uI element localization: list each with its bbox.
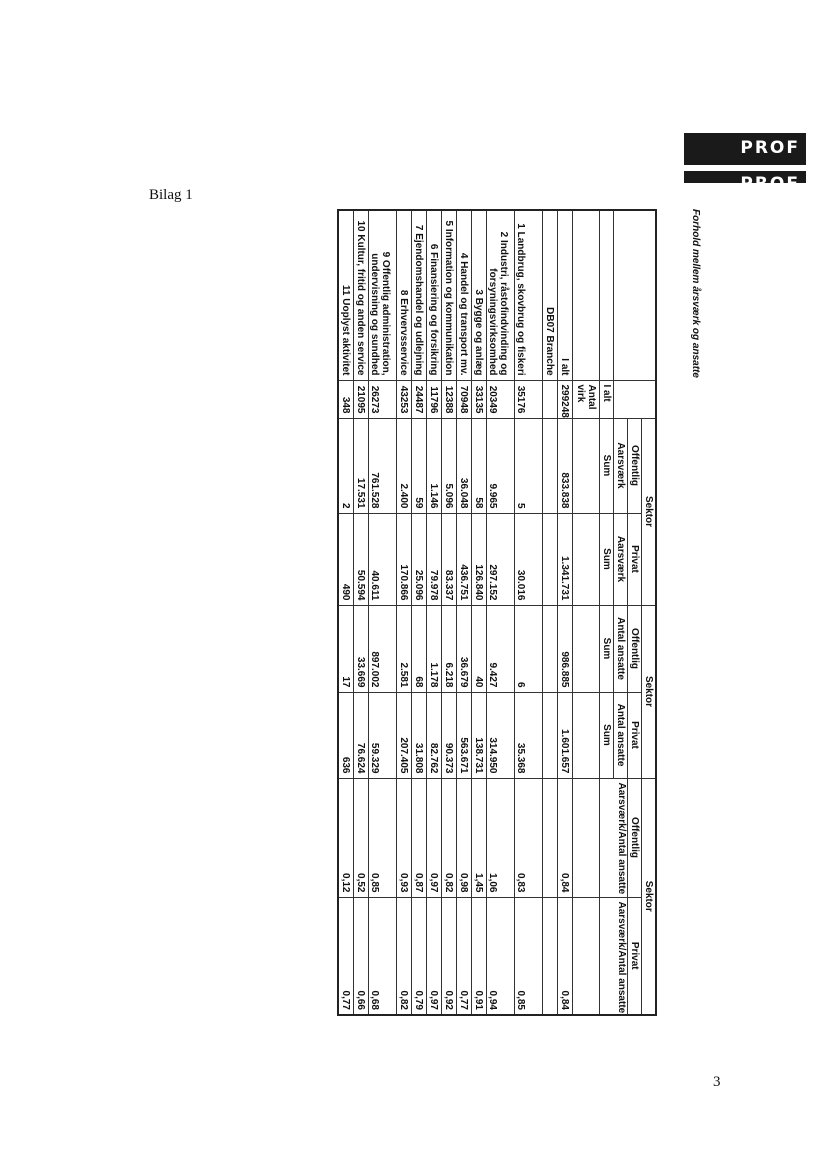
priv-ratio: 0,85 [515,897,543,1015]
header-blank-8 [573,897,600,1015]
off-ansatte: 17 [338,605,354,692]
table-row [397,210,412,1015]
prof-logo [684,133,806,194]
header-offentlig-3: Offentlig [628,778,642,897]
header-i-alt: I alt [600,380,614,418]
row-label: 11 Uoplyst aktivitet [338,210,354,380]
priv-ratio: 0,66 [354,897,369,1015]
priv-aarsvaerk: 40.611 [369,513,397,605]
table-row [442,210,457,1015]
header-blank-6 [573,692,600,778]
header-privat-3: Privat [628,897,642,1015]
priv-ratio: 0,94 [487,897,515,1015]
priv-ansatte: 314.950 [487,692,515,778]
page-number: 3 [713,1074,721,1090]
antal-virk: 20349 [487,380,515,418]
priv-ansatte: 207.405 [397,692,412,778]
header-offentlig-2: Offentlig [628,605,642,692]
priv-ratio: 0,68 [369,897,397,1015]
priv-aarsvaerk: 297.152 [487,513,515,605]
header-privat-1: Privat [628,513,642,605]
off-ansatte: 6.218 [442,605,457,692]
priv-aarsvaerk: 170.866 [397,513,412,605]
row-label: 5 Information og kommunikation [442,210,457,380]
off-ansatte: 986.885 [558,605,573,692]
priv-ansatte: 563.671 [457,692,472,778]
table-row [412,210,427,1015]
priv-aarsvaerk: 436.751 [457,513,472,605]
off-aarsvaerk: 2 [338,418,354,513]
off-aarsvaerk: 5 [515,418,543,513]
row-label: I alt [558,210,573,380]
off-ratio: 0,98 [457,778,472,897]
priv-ansatte: 138.731 [472,692,487,778]
antal-virk: 12388 [442,380,457,418]
off-ratio: 0,84 [558,778,573,897]
off-ansatte [543,605,558,692]
priv-aarsvaerk: 79.978 [427,513,442,605]
off-ratio: 0,12 [338,778,354,897]
priv-aarsvaerk: 490 [338,513,354,605]
off-ratio [543,778,558,897]
antal-virk: 70948 [457,380,472,418]
priv-ansatte: 31.808 [412,692,427,778]
off-aarsvaerk: 17.531 [354,418,369,513]
row-label: 2 Industri, råstofindvinding og forsyningsvirksomhed [487,210,515,380]
logo-text-bottom: PROF [740,174,800,194]
header-aarsvaerk-priv: Aarsværk [614,513,628,605]
off-ratio: 0,83 [515,778,543,897]
priv-ratio: 0,77 [338,897,354,1015]
header-blank-5 [573,605,600,692]
header-antal-virk: Antal virk [573,380,600,418]
row-label: 6 Finansiering og forsikring [427,210,442,380]
off-ansatte: 68 [412,605,427,692]
header-offentlig-1: Offentlig [628,418,642,513]
logo-text-top: PROF [740,138,800,158]
priv-ansatte: 90.373 [442,692,457,778]
header-ratio-priv: Aarsværk/Antal ansatte [600,897,628,1015]
header-sektor-2: Sektor [642,605,657,778]
off-aarsvaerk: 9.965 [487,418,515,513]
header-sektor-1: Sektor [642,418,657,605]
off-ansatte: 36.679 [457,605,472,692]
priv-aarsvaerk: 126.840 [472,513,487,605]
row-label: 9 Offentlig administration, undervisning og sundhed [369,210,397,380]
off-ansatte: 897.002 [369,605,397,692]
header-blank-label [600,210,614,380]
off-ansatte: 40 [472,605,487,692]
off-ratio: 0,52 [354,778,369,897]
priv-aarsvaerk: 25.096 [412,513,427,605]
header-ansatte-off: Antal ansatte [614,605,628,692]
appendix-label: Bilag 1 [149,187,193,203]
priv-ansatte: 636 [338,692,354,778]
table-row [472,210,487,1015]
row-label: 7 Ejendomshandel og udlejning [412,210,427,380]
off-aarsvaerk: 761.528 [369,418,397,513]
antal-virk: 299248 [558,380,573,418]
priv-ansatte: 76.624 [354,692,369,778]
off-ansatte: 6 [515,605,543,692]
priv-ansatte: 1.601.657 [558,692,573,778]
row-label: 10 Kultur, fritid og anden service [354,210,369,380]
priv-aarsvaerk: 83.337 [442,513,457,605]
table-row [515,210,543,1015]
table-row [558,210,573,1015]
priv-aarsvaerk: 1.341.731 [558,513,573,605]
header-sum-3: Sum [600,605,614,692]
priv-aarsvaerk [543,513,558,605]
antal-virk: 24487 [412,380,427,418]
row-label: 3 Bygge og anlæg [472,210,487,380]
off-ansatte: 9.427 [487,605,515,692]
off-aarsvaerk: 36.048 [457,418,472,513]
header-blank-4 [573,513,600,605]
antal-virk: 35176 [515,380,543,418]
header-sum-1: Sum [600,418,614,513]
off-ratio: 0,87 [412,778,427,897]
header-privat-2: Privat [628,692,642,778]
priv-ansatte: 59.329 [369,692,397,778]
header-aarsvaerk-off: Aarsværk [614,418,628,513]
off-aarsvaerk: 833.838 [558,418,573,513]
off-aarsvaerk: 58 [472,418,487,513]
antal-virk: 43253 [397,380,412,418]
priv-ratio: 0,91 [472,897,487,1015]
antal-virk: 33135 [472,380,487,418]
off-ansatte: 1.178 [427,605,442,692]
header-i-alt-top [614,380,657,418]
header-blank-7 [573,778,600,897]
antal-virk: 11796 [427,380,442,418]
header-sektor-3: Sektor [642,778,657,1015]
rotated-table-block [257,209,701,1014]
header-sum-4: Sum [600,692,614,778]
priv-ratio [543,897,558,1015]
table-row [543,210,558,1015]
off-ratio: 0,93 [397,778,412,897]
table-row [487,210,515,1015]
header-ratio-off: Aarsværk/Antal ansatte [600,778,628,897]
off-ratio: 1,45 [472,778,487,897]
off-ansatte: 33.669 [354,605,369,692]
off-ratio: 0,97 [427,778,442,897]
priv-ratio: 0,97 [427,897,442,1015]
off-aarsvaerk: 1.146 [427,418,442,513]
priv-aarsvaerk: 30.016 [515,513,543,605]
off-ratio: 1,06 [487,778,515,897]
row-label: 4 Handel og transport mv. [457,210,472,380]
antal-virk: 348 [338,380,354,418]
antal-virk: 26273 [369,380,397,418]
priv-ratio: 0,84 [558,897,573,1015]
data-table [337,209,657,1016]
header-sum-2: Sum [600,513,614,605]
priv-ansatte: 35.368 [515,692,543,778]
off-aarsvaerk [543,418,558,513]
table-row [354,210,369,1015]
row-label: 8 Erhvervsservice [397,210,412,380]
off-ratio: 0,82 [442,778,457,897]
table-caption: Forhold mellem årsværk og ansatte [690,209,701,378]
row-label: DB07 Branche [543,210,558,380]
priv-ratio: 0,77 [457,897,472,1015]
priv-ratio: 0,92 [442,897,457,1015]
priv-ansatte [543,692,558,778]
table-row [457,210,472,1015]
header-blank-3 [573,418,600,513]
priv-ansatte: 82.762 [427,692,442,778]
off-ansatte: 2.581 [397,605,412,692]
corner-cell [614,210,657,380]
priv-aarsvaerk: 50.594 [354,513,369,605]
off-aarsvaerk: 59 [412,418,427,513]
header-ansatte-priv: Antal ansatte [614,692,628,778]
header-blank-label-2 [573,210,600,380]
priv-ratio: 0,79 [412,897,427,1015]
off-ratio: 0,85 [369,778,397,897]
priv-ratio: 0,82 [397,897,412,1015]
table-row [338,210,354,1015]
table-row [369,210,397,1015]
table-row [427,210,442,1015]
off-aarsvaerk: 2.400 [397,418,412,513]
row-label: 1 Landbrug, skovbrug og fiskeri [515,210,543,380]
off-aarsvaerk: 5.096 [442,418,457,513]
antal-virk: 21095 [354,380,369,418]
antal-virk [543,380,558,418]
